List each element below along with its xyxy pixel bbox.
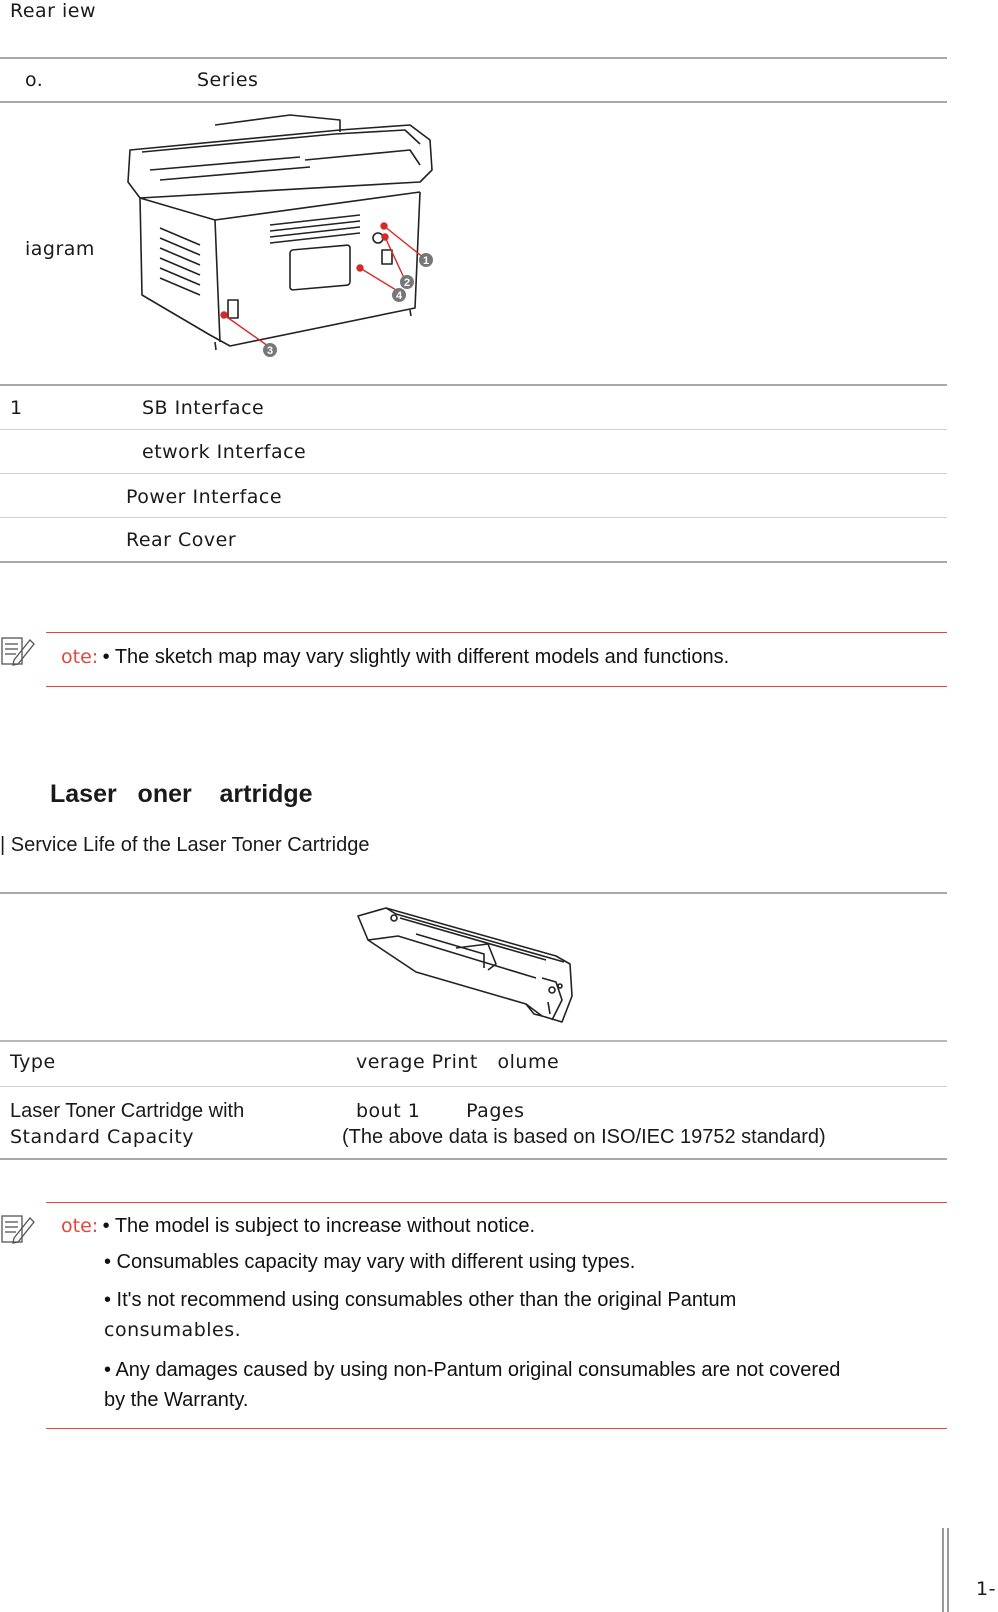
footer-bar <box>942 1528 944 1612</box>
toner-cartridge-image <box>356 904 588 1030</box>
toner-col2-header: verage Print olume <box>356 1051 560 1073</box>
callout-2: 2 <box>403 277 411 289</box>
toner-col1-header: Type <box>10 1051 56 1073</box>
table-header-no: o. <box>25 69 44 91</box>
note-pencil-icon <box>0 1212 36 1246</box>
toner-header-rule <box>0 1086 947 1087</box>
row-2-name: etwork Interface <box>142 441 307 463</box>
table-header-series: Series <box>197 69 259 91</box>
note-item: • The model is subject to increase without notice. <box>102 1215 536 1237</box>
callout-1: 1 <box>422 255 430 267</box>
toner-subheading: | Service Life of the Laser Toner Cartridge <box>0 834 370 856</box>
toner-table-bottom-rule <box>0 1158 947 1160</box>
note-item: • Consumables capacity may vary with different using types. <box>104 1251 636 1273</box>
diagram-bottom-rule <box>0 384 947 386</box>
toner-volume-line2: (The above data is based on ISO/IEC 19752 standard) <box>342 1126 826 1148</box>
row-divider <box>0 517 947 518</box>
note-2-line-1 <box>61 1215 535 1238</box>
row-3-name: Power Interface <box>126 486 283 508</box>
note-1 <box>61 646 729 669</box>
note-item: consumables. <box>104 1319 242 1341</box>
note-bottom-rule <box>46 686 947 687</box>
section-title: Rear iew <box>10 0 97 22</box>
note-pencil-icon <box>0 634 36 668</box>
note-item: • Any damages caused by using non-Pantum original consumables are not covered <box>104 1359 841 1381</box>
note-label: ote: <box>61 1215 99 1237</box>
note-top-rule <box>46 632 947 633</box>
note-label: ote: <box>61 646 99 668</box>
row-1-name: SB Interface <box>142 397 265 419</box>
printer-rear-diagram <box>120 110 450 370</box>
note-item: • It's not recommend using consumables other than the original Pantum <box>104 1289 737 1311</box>
diagram-label: iagram <box>25 238 95 260</box>
row-1-no: 1 <box>10 397 23 419</box>
row-4-name: Rear Cover <box>126 529 237 551</box>
row-divider <box>0 429 947 430</box>
callout-3: 3 <box>266 345 274 357</box>
toner-volume-line1: bout 1 Pages <box>356 1100 525 1122</box>
note-item: • The sketch map may vary slightly with different models and functions. <box>102 646 730 668</box>
note-item: by the Warranty. <box>104 1389 249 1411</box>
callout-4: 4 <box>395 290 403 302</box>
toner-image-rule <box>0 1040 947 1042</box>
toner-type-line2: Standard Capacity <box>10 1126 195 1148</box>
toner-type-line1: Laser Toner Cartridge with <box>10 1100 245 1122</box>
note-bottom-rule <box>46 1428 947 1429</box>
table-bottom-rule <box>0 561 947 563</box>
toner-table-top-rule <box>0 892 947 894</box>
row-divider <box>0 473 947 474</box>
note-top-rule <box>46 1202 947 1203</box>
page-number: 1- <box>976 1578 996 1600</box>
table-header-rule <box>0 101 947 103</box>
footer-bar <box>947 1528 949 1612</box>
toner-heading: Laser oner artridge <box>50 780 313 808</box>
table-top-rule <box>0 57 947 59</box>
